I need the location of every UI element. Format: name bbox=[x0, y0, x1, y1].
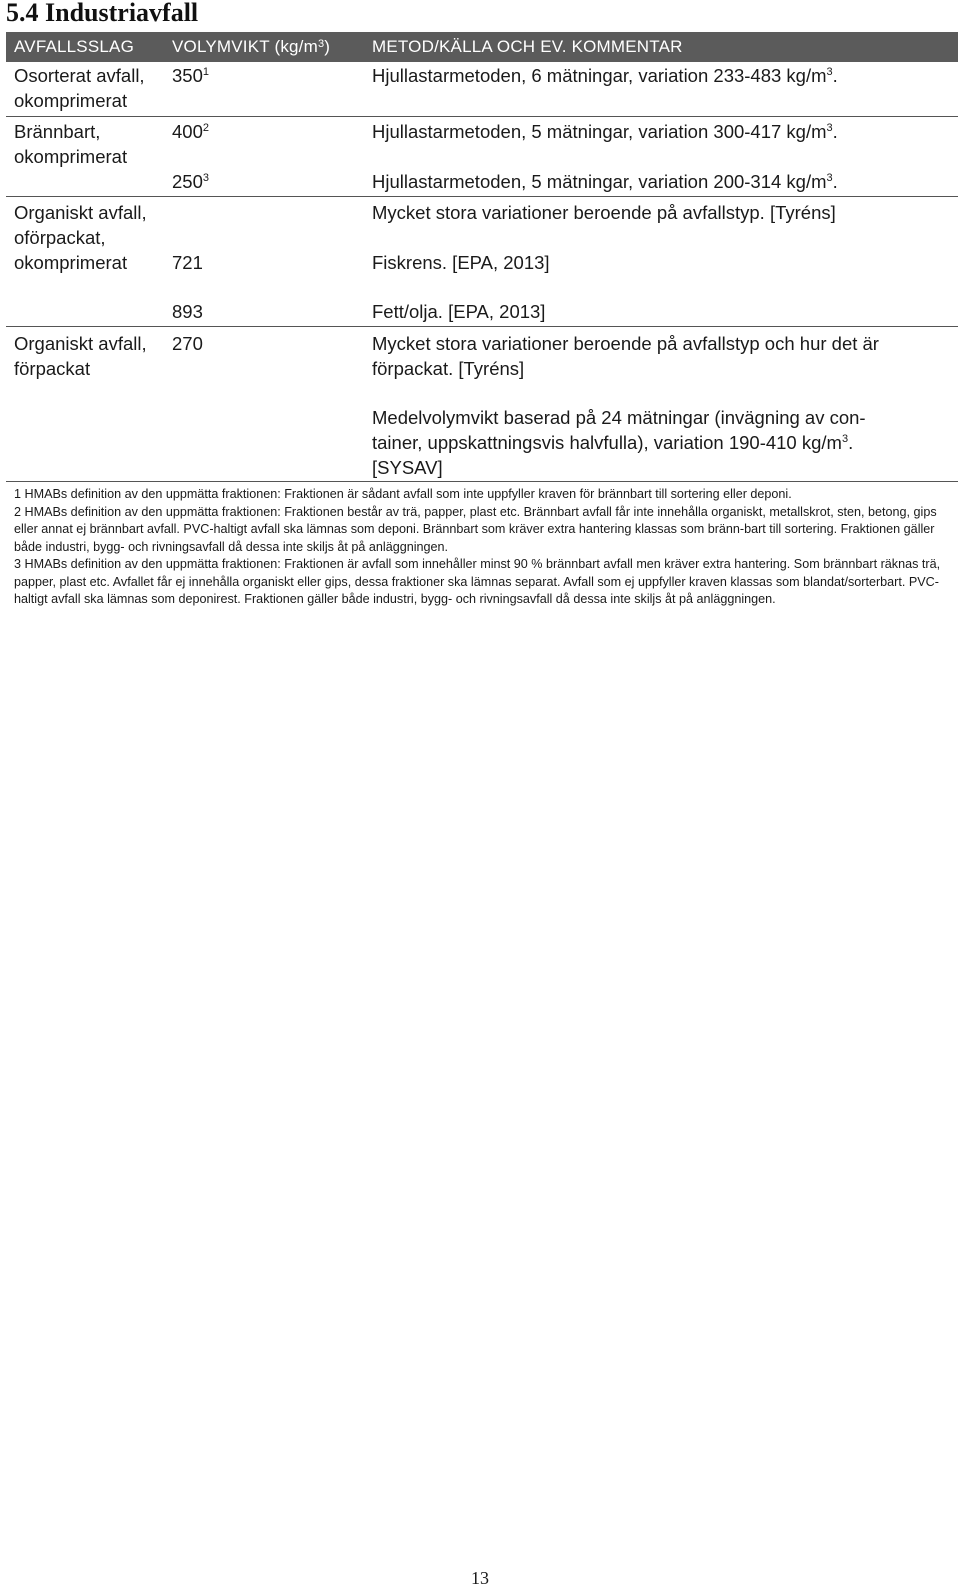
row-method: Hjullastarmetoden, 6 mätningar, variation 233-483 $kg/m^3$. bbox=[372, 65, 838, 86]
header-method: METOD/KÄLLA OCH EV. KOMMENTAR bbox=[372, 37, 683, 56]
row-type: Brännbart, okomprimerat bbox=[14, 121, 128, 167]
footnote-3: 3 HMABs definition av den uppmätta fraktionen: Fraktionen är avfall som innehåller minst 90 % brännbart avfall men kräver extra hantering. Som brännbart räknas trä, papper, plast etc. Avfallet får ej innehålla organiskt eller gips, dessa fraktioner ska lämnas separat. Avfall som ej uppfyller kraven klassas som blandat/sorterbart. PVC-haltigt avfall ska lämnas som deponirest. Fraktionen gäller både industri, bygg- och rivningsavfall då dessa inte skiljs åt på anläggningen. bbox=[14, 557, 941, 606]
row-method: Medelvolymvikt baserad på 24 mätningar (invägning av con- tainer, uppskattningsvis halvfulla), variation 190-410 $kg/m^3$. [SYSAV] bbox=[372, 407, 866, 478]
row-divider bbox=[6, 196, 958, 197]
footnote-2: 2 HMABs definition av den uppmätta fraktionen: Fraktionen består av trä, papper, plast etc. Brännbart avfall får inte innehålla organiskt, metallskrot, sten, betong, gips eller annat ej brännbart avfall. PVC-haltigt avfall ska lämnas som deponi. Brännbart som kräver extra hantering klassas som bränn-bart till sortering. Fraktionen gäller både industri, bygg- och rivningsavfall då dessa inte skiljs åt på anläggningen. bbox=[14, 504, 937, 554]
page-number: 13 bbox=[471, 1568, 489, 1588]
row-method: Hjullastarmetoden, 5 mätningar, variation 300-417 $kg/m^3$. bbox=[372, 121, 838, 142]
row-method: Hjullastarmetoden, 5 mätningar, variation 200-314 $kg/m^3$. bbox=[372, 171, 838, 192]
row-volume: 893 bbox=[172, 301, 203, 322]
row-method: Fett/olja. [EPA, 2013] bbox=[372, 301, 546, 322]
row-divider bbox=[6, 116, 958, 117]
row-divider bbox=[6, 326, 958, 327]
row-method: Mycket stora variationer beroende på avfallstyp. [Tyréns] bbox=[372, 202, 836, 223]
footnote-1: 1 HMABs definition av den uppmätta fraktionen: Fraktionen är sådant avfall som inte uppfyller kraven för brännbart till sortering eller deponi. bbox=[14, 487, 792, 501]
row-volume: $400^2$ bbox=[172, 121, 209, 142]
header-type: AVFALLSSLAG bbox=[14, 37, 135, 56]
row-volume: $250^3$ bbox=[172, 171, 209, 192]
row-type: Osorterat avfall, okomprimerat bbox=[14, 65, 145, 111]
row-method: Fiskrens. [EPA, 2013] bbox=[372, 252, 550, 273]
table-bottom-rule bbox=[6, 481, 958, 482]
row-type: Organiskt avfall, oförpackat, okomprimerat bbox=[14, 202, 147, 273]
row-method: Mycket stora variationer beroende på avfallstyp och hur det är förpackat. [Tyréns] bbox=[372, 333, 879, 379]
footnotes bbox=[14, 486, 950, 609]
table-header bbox=[6, 32, 958, 62]
row-volume: 721 bbox=[172, 252, 203, 273]
row-volume: $350^1$ bbox=[172, 65, 209, 86]
row-type: Organiskt avfall, förpackat bbox=[14, 333, 147, 379]
section-title: 5.4 Industriavfall bbox=[6, 0, 199, 27]
row-volume: 270 bbox=[172, 333, 203, 354]
header-volume: VOLYMVIKT $(kg/m^3)$ bbox=[172, 37, 331, 56]
